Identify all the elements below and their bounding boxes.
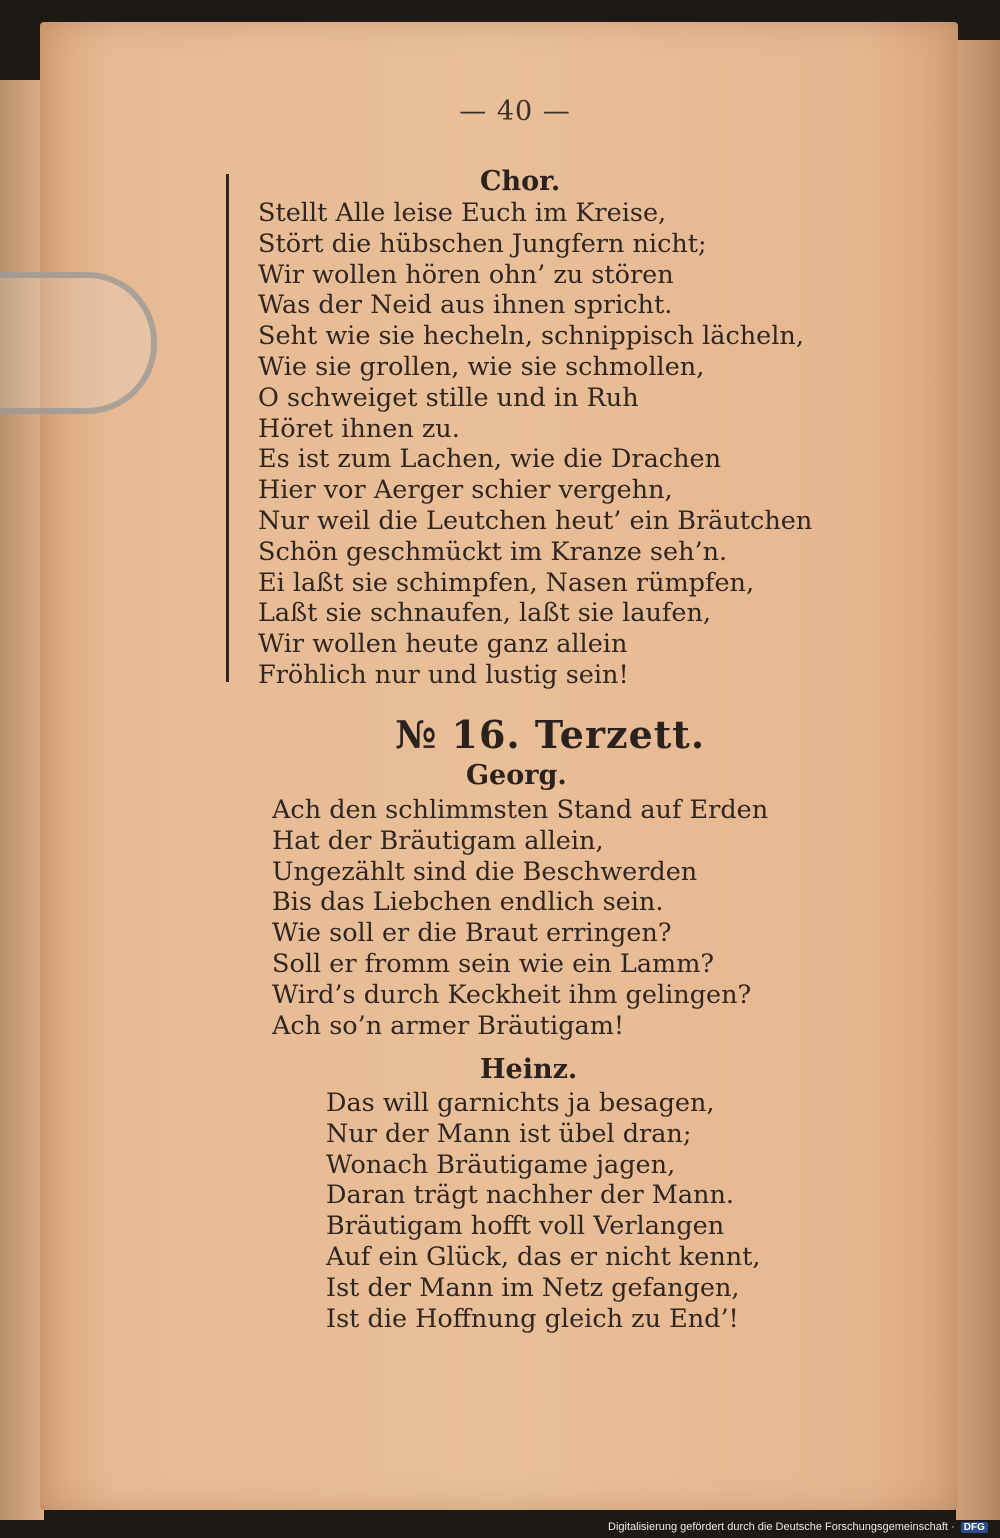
chor-verse-line: Seht wie sie hecheln, schnippisch lächeln, — [258, 321, 804, 352]
chor-verse-line: Stellt Alle leise Euch im Kreise, — [258, 198, 667, 228]
page-clip — [0, 272, 157, 414]
heinz-verse — [326, 1088, 761, 1334]
heinz-verse-line: Daran trägt nachher der Mann. — [326, 1180, 734, 1211]
chor-verse-line: O schweiget stille und in Ruh — [258, 382, 639, 413]
credit-text: Digitalisierung gefördert durch die Deutsche Forschungsgemeinschaft · — [608, 1521, 955, 1533]
chor-verse-line: Laßt sie schnaufen, laßt sie laufen, — [258, 598, 711, 629]
heinz-verse-line: Bräutigam hofft voll Verlangen — [326, 1211, 725, 1242]
chor-verse-line: Stört die hübschen Jungfern nicht; — [258, 228, 707, 259]
georg-verse-line: Wie soll er die Braut erringen? — [272, 918, 672, 949]
georg-verse-line: Soll er fromm sein wie ein Lamm? — [272, 948, 715, 979]
chor-verse-line: Wie sie grollen, wie sie schmollen, — [258, 351, 705, 382]
chor-verse-line: Hier vor Aerger schier vergehn, — [258, 475, 673, 506]
chor-verse-line: Schön geschmückt im Kranze seh’n. — [258, 536, 728, 567]
georg-verse-line: Ungezählt sind die Beschwerden — [272, 856, 698, 887]
chor-verse-line: Fröhlich nur und lustig sein! — [258, 659, 629, 690]
chor-verse-line: Höret ihnen zu. — [258, 413, 460, 444]
page-number: — 40 — — [459, 96, 571, 127]
dfg-logo: DFG — [961, 1522, 988, 1533]
chor-heading: Chor. — [480, 166, 561, 197]
georg-verse-line: Ach so’n armer Bräutigam! — [272, 1010, 625, 1041]
heinz-heading: Heinz. — [480, 1054, 578, 1085]
georg-verse-line: Bis das Liebchen endlich sein. — [272, 887, 664, 918]
heinz-verse-line: Ist die Hoffnung gleich zu End’! — [326, 1303, 739, 1334]
heinz-verse-line: Das will garnichts ja besagen, — [326, 1088, 715, 1118]
chor-verse-line: Es ist zum Lachen, wie die Drachen — [258, 444, 722, 475]
number-title: № 16. Terzett. — [395, 712, 706, 757]
heinz-verse-line: Auf ein Glück, das er nicht kennt, — [326, 1241, 761, 1272]
book-spine-edge — [956, 40, 1000, 1520]
georg-verse-line: Ach den schlimmsten Stand auf Erden — [272, 795, 769, 825]
chor-verse-line: Wir wollen heute ganz allein — [258, 629, 628, 660]
digitization-credit — [608, 1521, 988, 1533]
chor-verse-line: Ei laßt sie schimpfen, Nasen rümpfen, — [258, 567, 755, 598]
heinz-verse-line: Nur der Mann ist übel dran; — [326, 1118, 692, 1149]
heinz-verse-line: Wonach Bräutigame jagen, — [326, 1149, 676, 1180]
georg-verse-line: Hat der Bräutigam allein, — [272, 825, 604, 856]
chor-section-bar — [226, 174, 229, 682]
chor-verse-line: Wir wollen hören ohn’ zu stören — [258, 259, 674, 290]
chor-verse — [258, 198, 812, 691]
chor-verse-line: Was der Neid aus ihnen spricht. — [258, 290, 673, 321]
georg-heading: Georg. — [466, 760, 567, 791]
heinz-verse-line: Ist der Mann im Netz gefangen, — [326, 1272, 740, 1303]
georg-verse-line: Wird’s durch Keckheit ihm gelingen? — [272, 979, 752, 1010]
georg-verse — [272, 795, 768, 1041]
chor-verse-line: Nur weil die Leutchen heut’ ein Bräutchen — [258, 505, 813, 536]
